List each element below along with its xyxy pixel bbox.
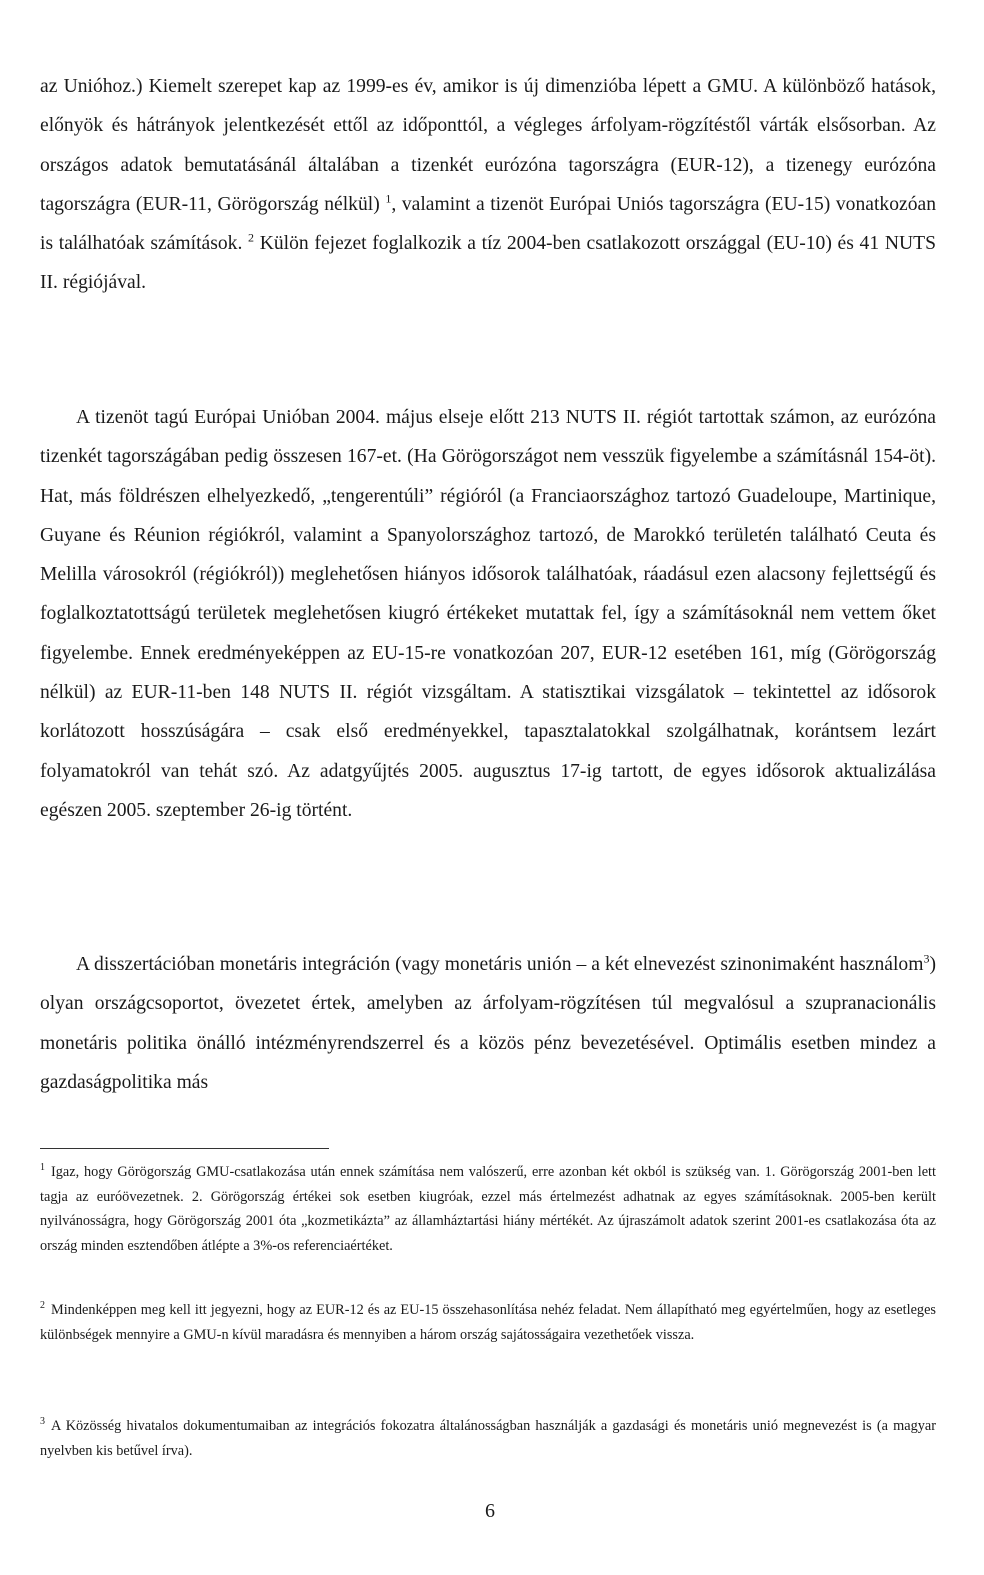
footnote-ref-1[interactable]: 1 — [385, 191, 392, 206]
paragraph-1-text-c: Külön fejezet foglalkozik a tíz 2004-ben csatlakozott országgal (EU-10) és 41 NUTS II. régiójával. — [40, 233, 936, 294]
footnote-2-number: 2 — [40, 1300, 45, 1312]
footnote-3-text: A Közösség hivatalos dokumentumaiban az integrációs fokozatra általánosságban használják a gazdasági és monetáris unió megnevezést is (a magyar nyelvben kis betűvel írva). — [40, 1418, 936, 1459]
footnote-1-number: 1 — [40, 1162, 45, 1174]
footnote-3-number: 3 — [40, 1416, 45, 1428]
page-number: 6 — [485, 1500, 495, 1522]
paragraph-1-text-a: az Unióhoz.) Kiemelt szerepet kap az 1999-es év, amikor is új dimenzióba lépett a GMU. A különböző hatások, előnyök és hátrányok jelentkezését ettől az időponttól, a végleges árfolyam-rögzítéstől várták elsősorban. Az országos adatok bemutatásánál általában a tizenkét eurózóna tagországra (EUR-12), a tizenegy eurózóna tagországra (EUR-11, Görögország nélkül) — [40, 76, 936, 215]
footnote-2-text: Mindenképpen meg kell itt jegyezni, hogy az EUR-12 és az EU-15 összehasonlítása nehéz feladat. Nem állapítható meg egyértelműen, hogy az esetleges különbségek mennyire a GMU-n kívül maradásra és mennyiben a három ország sajátosságaira vezethetőek vissza. — [40, 1302, 936, 1343]
footnote-ref-2[interactable]: 2 — [248, 230, 255, 245]
paragraph-2: A tizenöt tagú Európai Unióban 2004. május elseje előtt 213 NUTS II. régiót tartottak számon, az eurózóna tizenkét tagországában pedig összesen 167-et. (Ha Görögországot nem vesszük figyelembe a számításnál 154-öt). Hat, más földrészen elhelyezkedő, „tengerentúli” régióról (a Franciaországhoz tartozó Guadeloupe, Martinique, Guyane és Réunion régiókról, valamint a Spanyolországhoz tartozó, de Marokkó területén található Ceuta és Melilla városokról (régiókról)) meglehetősen hiányos idősorok találhatóak, ráadásul ezen alacsony fejlettségű és foglalkoztatottságú területek meglehetősen kiugró értékeket mutattak fel, így a számításoknál nem vettem őket figyelembe. Ennek eredményeképpen az EU-15-re vonatkozóan 207, EUR-12 esetében 161, míg (Görögország nélkül) az EUR-11-ben 148 NUTS II. régiót vizsgáltam. A statisztikai vizsgálatok – tekintettel az idősorok korlátozott hosszúságára – csak első eredményekkel, tapasztalatokkal szolgálhatnak, korántsem lezárt folyamatokról van tehát szó. Az adatgyűjtés 2005. augusztus 17-ig tartott, de egyes idősorok aktualizálása egészen 2005. szeptember 26-ig történt. — [40, 407, 936, 821]
footnote-3 — [40, 1414, 936, 1463]
footnote-1-text: Igaz, hogy Görögország GMU-csatlakozása után ennek számítása nem valószerű, erre azonban két okból is szükség van. 1. Görögország 2001-ben lett tagja az euróövezetnek. 2. Görögország értékei sok esetben kiugróak, ezzel más értelmezést adhatnak az egyes számításoknak. 2005-ben került nyilvánosságra, hogy Görögország 2001 óta „kozmetikázta” az államháztartási hiány mértékét. Az újraszámolt adatok szerint 2001-es csatlakozása óta az ország minden esztendőben átlépte a 3%-os referenciaértéket. — [40, 1164, 936, 1254]
paragraph-3-text-a: A disszertációban monetáris integráción (vagy monetáris unión – a két elnevezést szinonimaként használom — [76, 954, 924, 975]
paragraph-1 — [40, 67, 936, 303]
paragraph-3-text-b: ) olyan országcsoportot, övezetet értek, amelyben az árfolyam-rögzítésen túl megvalósul a szupranacionális monetáris politika önálló intézményrendszerrel és a közös pénz bevezetésével. Optimális esetben mindez a gazdaságpolitika más — [40, 954, 936, 1093]
footnote-ref-3[interactable]: 3 — [923, 951, 930, 966]
paragraph-1-text-b: , valamint a tizenöt Európai Uniós tagországra (EU-15) vonatkozóan is találhatóak számítások. — [40, 193, 936, 255]
footnote-1 — [40, 1160, 936, 1258]
paragraph-3 — [40, 945, 936, 1102]
document-page — [40, 0, 936, 1575]
footnote-divider — [40, 1148, 329, 1149]
footnote-2 — [40, 1298, 936, 1347]
